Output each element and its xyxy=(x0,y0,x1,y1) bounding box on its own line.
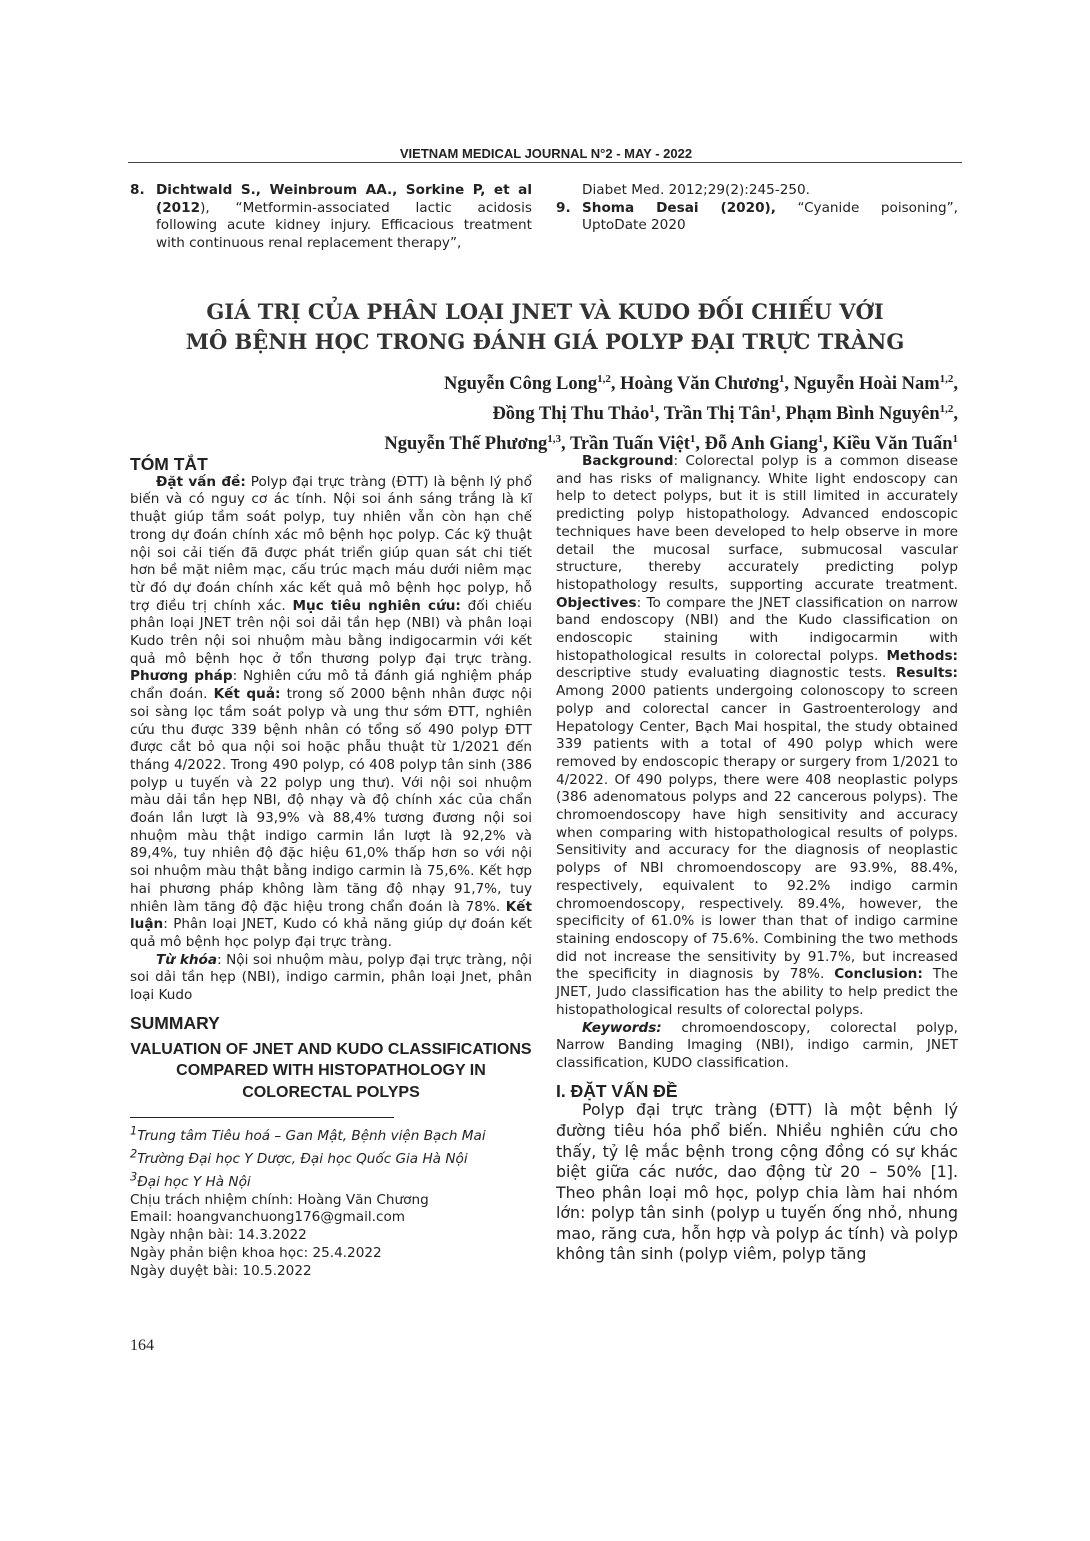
abstract-text: : To compare the JNET classification on narrow band endoscopy (NBI) and the Kudo classification on endoscopic staining with indigocarmin with histopathological results in colorectal polyps. xyxy=(556,594,958,664)
abstract-label: Methods: xyxy=(886,647,958,664)
footnote-affiliation-2: $^2$Trường Đại học Y Dược, Đại học Quốc Gia Hà Nội xyxy=(130,1146,468,1167)
title-line-1: GIÁ TRỊ CỦA PHÂN LOẠI JNET VÀ KUDO ĐỐI CHIẾU VỚI xyxy=(206,299,884,324)
abstract-text: : Colorectal polyp is a common disease and has risks of malignancy. White light endoscopy can help to detect polyps, but it is still limited in accurately predicting polyp histopathology. Advanced endoscopic techniques have been developed to help observe in more detail the mucosal surface, submucosal vascular structure, thereby accurately predicting polyp histopathology results, supporting accurate treatment. xyxy=(556,453,958,593)
reference-text xyxy=(582,200,958,235)
abstract-label: Results: xyxy=(895,665,958,682)
abstract-vietnamese xyxy=(130,456,532,1280)
abstract-label: Kết luận xyxy=(130,898,532,933)
author-affiliation: 1 xyxy=(778,373,785,385)
abstract-text: The JNET, Judo classification has the ability to help predict the histopathological results of colorectal polyps. xyxy=(556,966,959,1018)
section-heading-introduction: I. ĐẶT VẤN ĐỀ xyxy=(556,1080,678,1101)
page-number: 164 xyxy=(130,1337,154,1354)
author-name: Đỗ Anh Giang xyxy=(704,434,818,455)
author-name: Nguyễn Công Long xyxy=(443,374,598,395)
keywords-english xyxy=(556,1020,958,1073)
reference-number: 9. xyxy=(556,199,571,216)
footnote-text: Trường Đại học Y Dược, Đại học Quốc Gia Hà Nội xyxy=(137,1150,468,1167)
author-line-3: Nguyễn Thế Phương$^{1,3}$, Trần Tuấn Việt$^1$, Đỗ Anh Giang$^1$, Kiều Văn Tuấn$^1$ xyxy=(384,433,958,455)
abstract-text: descriptive study evaluating diagnostic tests. xyxy=(556,665,896,682)
abstract-text: Polyp đại trực tràng (ĐTT) là bệnh lý phổ biến và có nguy cơ ác tính. Nội soi ánh sáng trắng là kĩ thuật giúp tầm soát polyp, tuy nhiên vẫn còn hạn chế trong dự đoán chính xác mô bệnh học polyp. Các kỹ thuật nội soi cải tiến đã được phát triển giúp quan sát chi tiết hơn bề mặt niêm mạc, cấu trúc mạch máu dưới niêm mạc từ đó dự đoán chính xác kết quả mô bệnh học polyp, hỗ trợ điều trị chính xác. xyxy=(130,473,532,614)
summary-heading: SUMMARY xyxy=(130,1012,220,1033)
references-left xyxy=(130,182,532,253)
abstract-text: : Phân loại JNET, Kudo có khả năng giúp dự đoán kết quả mô bệnh học polyp đại trực tràng. xyxy=(130,916,532,950)
author-name: Hoàng Văn Chương xyxy=(620,374,779,395)
footnote-text: Trung tâm Tiêu hoá – Gan Mật, Bệnh viện Bạch Mai xyxy=(137,1127,486,1144)
keywords-text: : Nội soi nhuộm màu, polyp đại trực tràng, nội soi dải tần hẹp (NBI), indigo carmin, phân loại Jnet, phân loại Kudo xyxy=(130,951,532,1004)
journal-header: VIETNAM MEDICAL JOURNAL N°2 - MAY - 2022 xyxy=(399,146,693,161)
keywords-label: Từ khóa xyxy=(156,951,218,968)
title-line-2: MÔ BỆNH HỌC TRONG ĐÁNH GIÁ POLYP ĐẠI TRỰC TRÀNG xyxy=(185,329,905,354)
abstract-label: Objectives xyxy=(556,594,637,611)
keywords-label: Keywords: xyxy=(582,1019,662,1036)
references-right xyxy=(556,182,958,235)
abstract-label: Phương pháp xyxy=(130,668,233,685)
author-name: Nguyễn Thế Phương xyxy=(384,434,548,455)
footnote-affiliation-1: $^1$Trung tâm Tiêu hoá – Gan Mật, Bệnh viện Bạch Mai xyxy=(130,1123,486,1144)
abstract-label: Background xyxy=(582,453,674,469)
abstract-label: Mục tiêu nghiên cứu: xyxy=(292,597,461,614)
reference-authors: Dichtwald S., Weinbroum AA., Sorkine P, et al (2012 xyxy=(156,182,532,216)
author-affiliation: 1,2 xyxy=(939,403,954,416)
reference-details: “Cyanide poisoning”, UptoDate 2020 xyxy=(582,199,959,234)
keywords-vietnamese xyxy=(130,952,532,1005)
author-affiliation: 1,3 xyxy=(547,433,562,446)
reference-9 xyxy=(556,200,958,235)
footnotes xyxy=(130,1117,532,1280)
abstract-heading: TÓM TẮT xyxy=(130,454,208,474)
abstract-paragraph xyxy=(130,474,532,952)
abstract-text: trong số 2000 bệnh nhân được nội soi sàng lọc tầm soát polyp và ung thư sớm ĐTT, nghiên cứu thu được 339 bệnh nhân có tổng số 490 polyp ĐTT được cắt bỏ qua nội soi hoặc phẫu thuật từ 1/2021 đến tháng 4/2022. Trong 490 polyp, có 408 polyp tân sinh (386 polyp u tuyến và 22 polyp ung thư). Với nội soi nhuộm màu dải tần hẹp NBI, độ nhạy và độ chính xác của chẩn đoán lần lượt là 93,9% và 88,4% tương đương nội soi nhuộm màu thật indigo carmin lần lượt là 92,2% và 89,4%, tuy nhiên độ đặc hiệu 61,0% thấp hơn so với nội soi nhuộm màu thật bằng indigo carmin là 75,6%. Kết hợp hai phương pháp không làm tăng độ nhạy 91,7%, tuy nhiên làm tăng độ đặc hiệu trong chẩn đoán là 78%. xyxy=(130,686,532,915)
author-line-1: Nguyễn Công Long$^{1,2}$, Hoàng Văn Chương$^1$, Nguyễn Hoài Nam$^{1,2}$, xyxy=(443,373,958,395)
footnote-text: Đại học Y Hà Nội xyxy=(137,1174,251,1190)
reference-8 xyxy=(130,182,532,253)
author-affiliation: 1 xyxy=(952,433,958,446)
footnote-affiliation-3: $^3$Đại học Y Hà Nội xyxy=(130,1169,251,1190)
author-name: Nguyễn Hoài Nam xyxy=(793,374,940,395)
author-affiliation: 1 xyxy=(649,403,655,416)
author-affiliation: 1,2 xyxy=(597,373,611,385)
author-affiliation: 1 xyxy=(689,433,696,446)
author-affiliation: 1 xyxy=(817,433,824,446)
reference-authors: Shoma Desai (2020), xyxy=(582,199,776,216)
abstract-paragraph xyxy=(556,453,958,1020)
footnote-divider xyxy=(130,1117,394,1118)
footnote-responsible: Chịu trách nhiệm chính: Hoàng Văn Chương xyxy=(130,1191,429,1208)
header-divider xyxy=(128,162,962,163)
reference-details: ), “Metformin-associated lactic acidosis following acute kidney injury. Efficacious treatment with continuous renal replacement therapy”, xyxy=(156,199,532,252)
author-list xyxy=(200,367,958,457)
abstract-text: Among 2000 patients undergoing colonoscopy to screen polyp and colorectal cancer in Gastroenterology and Hepatology Center, Bạch Mai hospital, the study obtained 339 patients with a total of 490 polyp which were removed by endoscopic therapy or surgery from 1/2021 to 4/2022. Of 490 polyps, there were 408 neoplastic polyps (386 adenomatous polyps and 22 cancerous polyps). The chromoendoscopy have high sensitivity and accuracy when comparing with histopathological results of polyps. Sensitivity and accuracy for the diagnosis of neoplastic polyps of NBI chromoendoscopy are 93.9%, 88.4%, respectively, equivalent to 92.2% indigo carmin chromoendoscopy, respectively. 89.4%, however, the specificity of 61.0% is lower than that of indigo carmine staining endoscopy of 75.6%. Combining the two methods did not increase the sensitivity by 91.7%, but increased the specificity in diagnosis by 78%. xyxy=(556,683,958,983)
reference-text xyxy=(156,182,532,253)
author-affiliation: 1 xyxy=(770,403,777,416)
reference-continuation: Diabet Med. 2012;29(2):245-250. xyxy=(582,182,811,198)
author-line-2: Đồng Thị Thu Thảo$^1$, Trần Thị Tân$^1$, Phạm Bình Nguyên$^{1,2}$, xyxy=(492,403,958,425)
abstract-text: đối chiếu phân loại JNET trên nội soi dải tần hẹp (NBI) và phân loại Kudo trên nội soi nhuộm màu bằng indigocarmin với kết quả mô bệnh học ở tổn thương polyp đại trực tràng. xyxy=(130,597,532,667)
footnote-received: Ngày nhận bài: 14.3.2022 xyxy=(130,1227,307,1244)
author-name: Trần Tuấn Việt xyxy=(569,434,690,455)
footnote-reviewed: Ngày phản biện khoa học: 25.4.2022 xyxy=(130,1244,382,1261)
author-name: Đồng Thị Thu Thảo xyxy=(492,404,650,425)
keywords-text: chromoendoscopy, colorectal polyp, Narrow Banding Imaging (NBI), indigo carmin, JNET classification, KUDO classification. xyxy=(556,1019,958,1071)
footnote-email: Email: hoangvanchuong176@gmail.com xyxy=(130,1209,406,1226)
reference-number: 8. xyxy=(130,182,145,198)
abstract-label: Kết quả: xyxy=(213,686,281,703)
author-name: Trần Thị Tân xyxy=(663,404,771,425)
author-affiliation: 1,2 xyxy=(939,373,954,385)
abstract-text: : Nghiên cứu mô tả đánh giá nghiệm pháp chẩn đoán. xyxy=(130,668,532,703)
abstract-label: Conclusion: xyxy=(834,966,923,983)
footnote-approved: Ngày duyệt bài: 10.5.2022 xyxy=(130,1262,312,1279)
introduction-paragraph: Polyp đại trực tràng (ĐTT) là một bệnh lý đường tiêu hóa phổ biến. Nhiều nghiên cứu cho thấy, tỷ lệ mắc bệnh trong cộng đồng có sự khác biệt giữa các nước, dao động từ 20 – 50% [1]. Theo phân loại mô học, polyp chia làm hai nhóm lớn: polyp tân sinh (polyp u tuyến ống nhỏ, nhung mao, răng cưa, hỗn hợp và polyp ác tính) và polyp không tân sinh (polyp viêm, polyp tăng xyxy=(556,1100,958,1264)
abstract-english xyxy=(556,453,958,1265)
summary-title: VALUATION OF JNET AND KUDO CLASSIFICATIONS COMPARED WITH HISTOPATHOLOGY IN COLORECTAL POLYPS xyxy=(130,1040,532,1101)
abstract-label: Đặt vấn đề: xyxy=(156,473,246,490)
article-title xyxy=(130,297,960,357)
author-name: Phạm Bình Nguyên xyxy=(785,404,940,425)
author-name: Kiều Văn Tuấn xyxy=(832,434,953,455)
